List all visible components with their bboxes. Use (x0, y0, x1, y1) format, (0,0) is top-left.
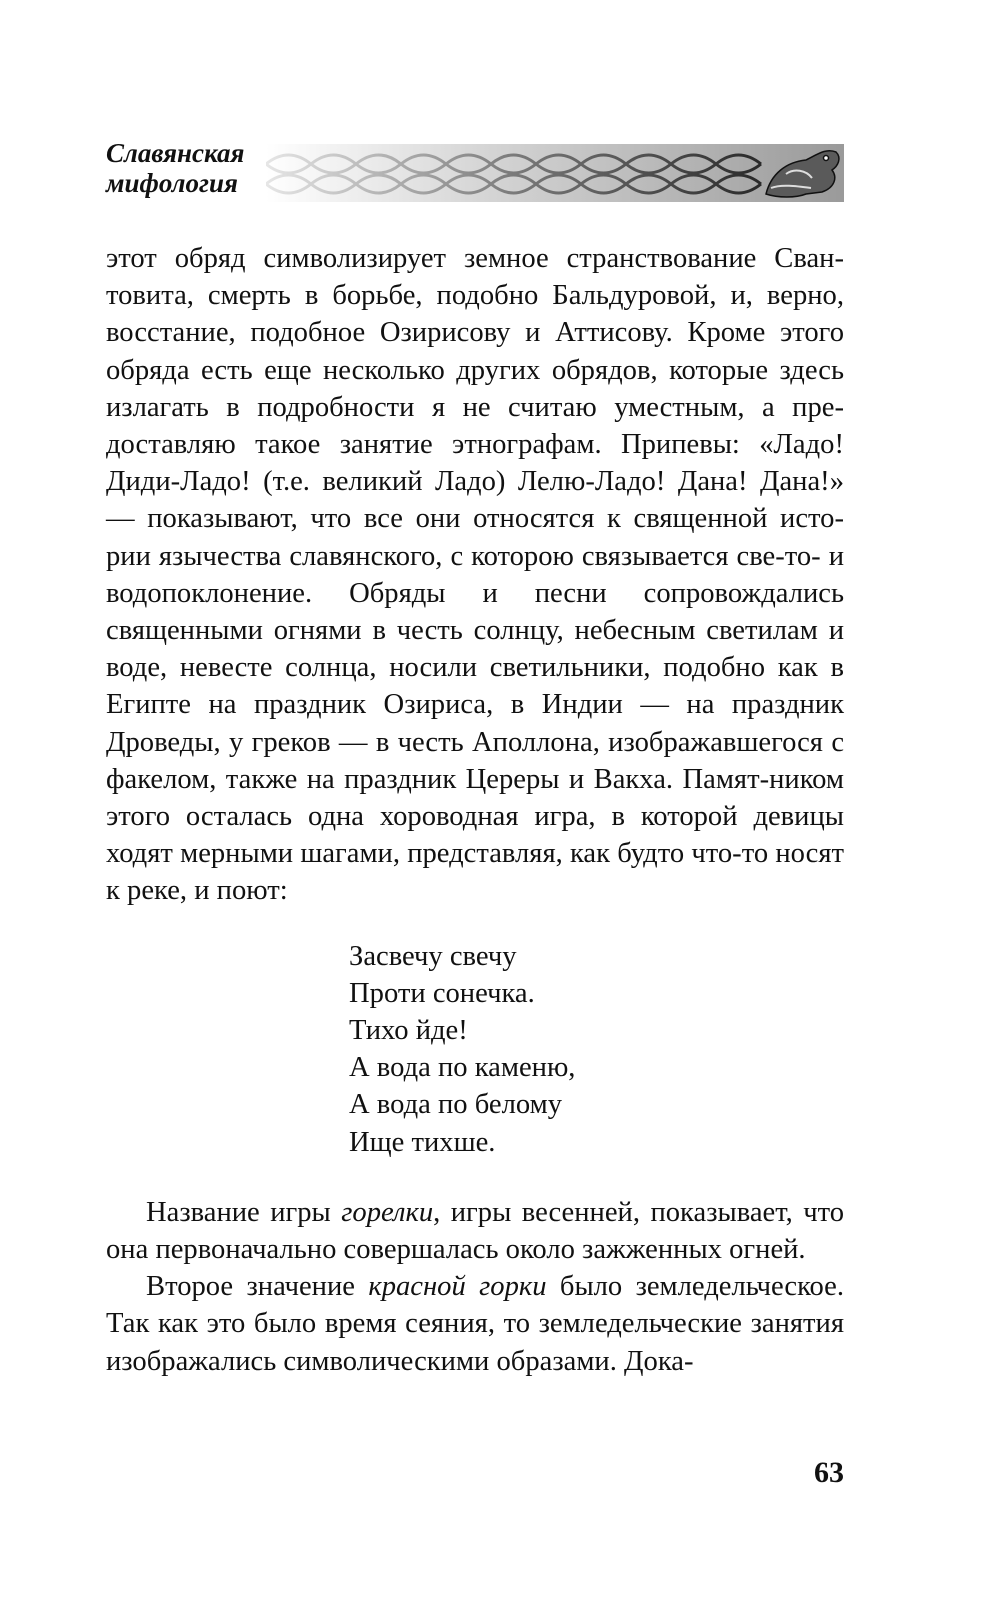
paragraph-3-text: Второе значение (146, 1271, 369, 1303)
paragraph-1-line: с факелом, также на праздник Цереры и Вакха. Памят- (106, 726, 845, 795)
paragraph-1-line: этот обряд символизирует земное странствование Сван- (106, 243, 844, 274)
poem-line: Тихо йде! (349, 1015, 468, 1047)
poem-line: Засвечу свечу (349, 940, 517, 972)
paragraph-1 (106, 240, 844, 910)
poem-line: Ище тихше. (349, 1126, 496, 1158)
paragraph-1-line: ником этого осталась одна хороводная игра, в которой (106, 763, 844, 833)
paragraph-1-line: Дроведы, у греков — в честь Аполлона, изображавшегося (106, 726, 823, 758)
paragraph-1-line: излагать в подробности я не считаю уместным, а пре- (106, 391, 844, 423)
paragraph-1-line: рии язычества славянского, с которою связывается све- (106, 540, 785, 572)
header-title (106, 138, 266, 198)
header-title-line2: мифология (106, 168, 238, 198)
paragraph-1-line: доставляю такое занятие этнографам. Припевы: «Ладо! (106, 429, 844, 461)
paragraph-2-text: Название игры (146, 1196, 342, 1228)
paragraph-2-text-cont: , игры весенней, показывает, что она первоначально совершалась около зажженных огней. (106, 1196, 844, 1265)
paragraph-1-line: то- и водопоклонение. Обряды и песни сопровождались (106, 540, 844, 609)
page-number: 63 (814, 1456, 844, 1489)
braid-ornament-icon (266, 144, 844, 202)
poem-line: Проти сонечка. (349, 977, 535, 1009)
paragraph-3-italic-term: красной горки (368, 1271, 547, 1303)
paragraph-1-line: священными огнями в честь солнцу, небесным светилам (106, 615, 818, 647)
paragraph-1-line: Диди-Ладо! (т.е. великий Ладо) Лелю-Ладо! Дана! Дана!» — (106, 466, 844, 535)
body-text (106, 240, 844, 1380)
running-header (106, 138, 844, 204)
paragraph-1-line: в Египте на праздник Озириса, в Индии — на праздник (106, 652, 844, 721)
poem-line: А вода по белому (349, 1089, 562, 1121)
header-title-line1: Славянская (106, 138, 245, 168)
paragraph-1-line: девицы ходят мерными шагами, представляя, как будто (106, 801, 844, 870)
paragraph-1-line: и воде, невесте солнца, носили светильники, подобно как (106, 615, 844, 684)
paragraph-2-italic-term: горелки (341, 1196, 434, 1228)
paragraph-1-line: товита, смерть в борьбе, подобно Бальдуровой, и, верно, (106, 280, 844, 312)
paragraph-1-line: восстание, подобное Озирисову и Аттисову. Кроме этого (106, 317, 844, 349)
paragraph-1-line: что-то носят к реке, и поют: (106, 838, 844, 907)
paragraph-1-line: показывают, что все они относятся к священной исто- (147, 503, 844, 535)
poem-line: А вода по каменю, (349, 1052, 576, 1084)
paragraph-1-line: обряда есть еще несколько других обрядов, которые здесь (106, 354, 844, 386)
paragraph-3 (106, 1268, 844, 1380)
poem (349, 938, 844, 1161)
paragraph-2 (106, 1194, 844, 1268)
paragraph-3-text-cont: было земледельческое. Так как это было время сеяния, то земледельческие занятия изображались символическими образами. Дока- (106, 1271, 844, 1377)
